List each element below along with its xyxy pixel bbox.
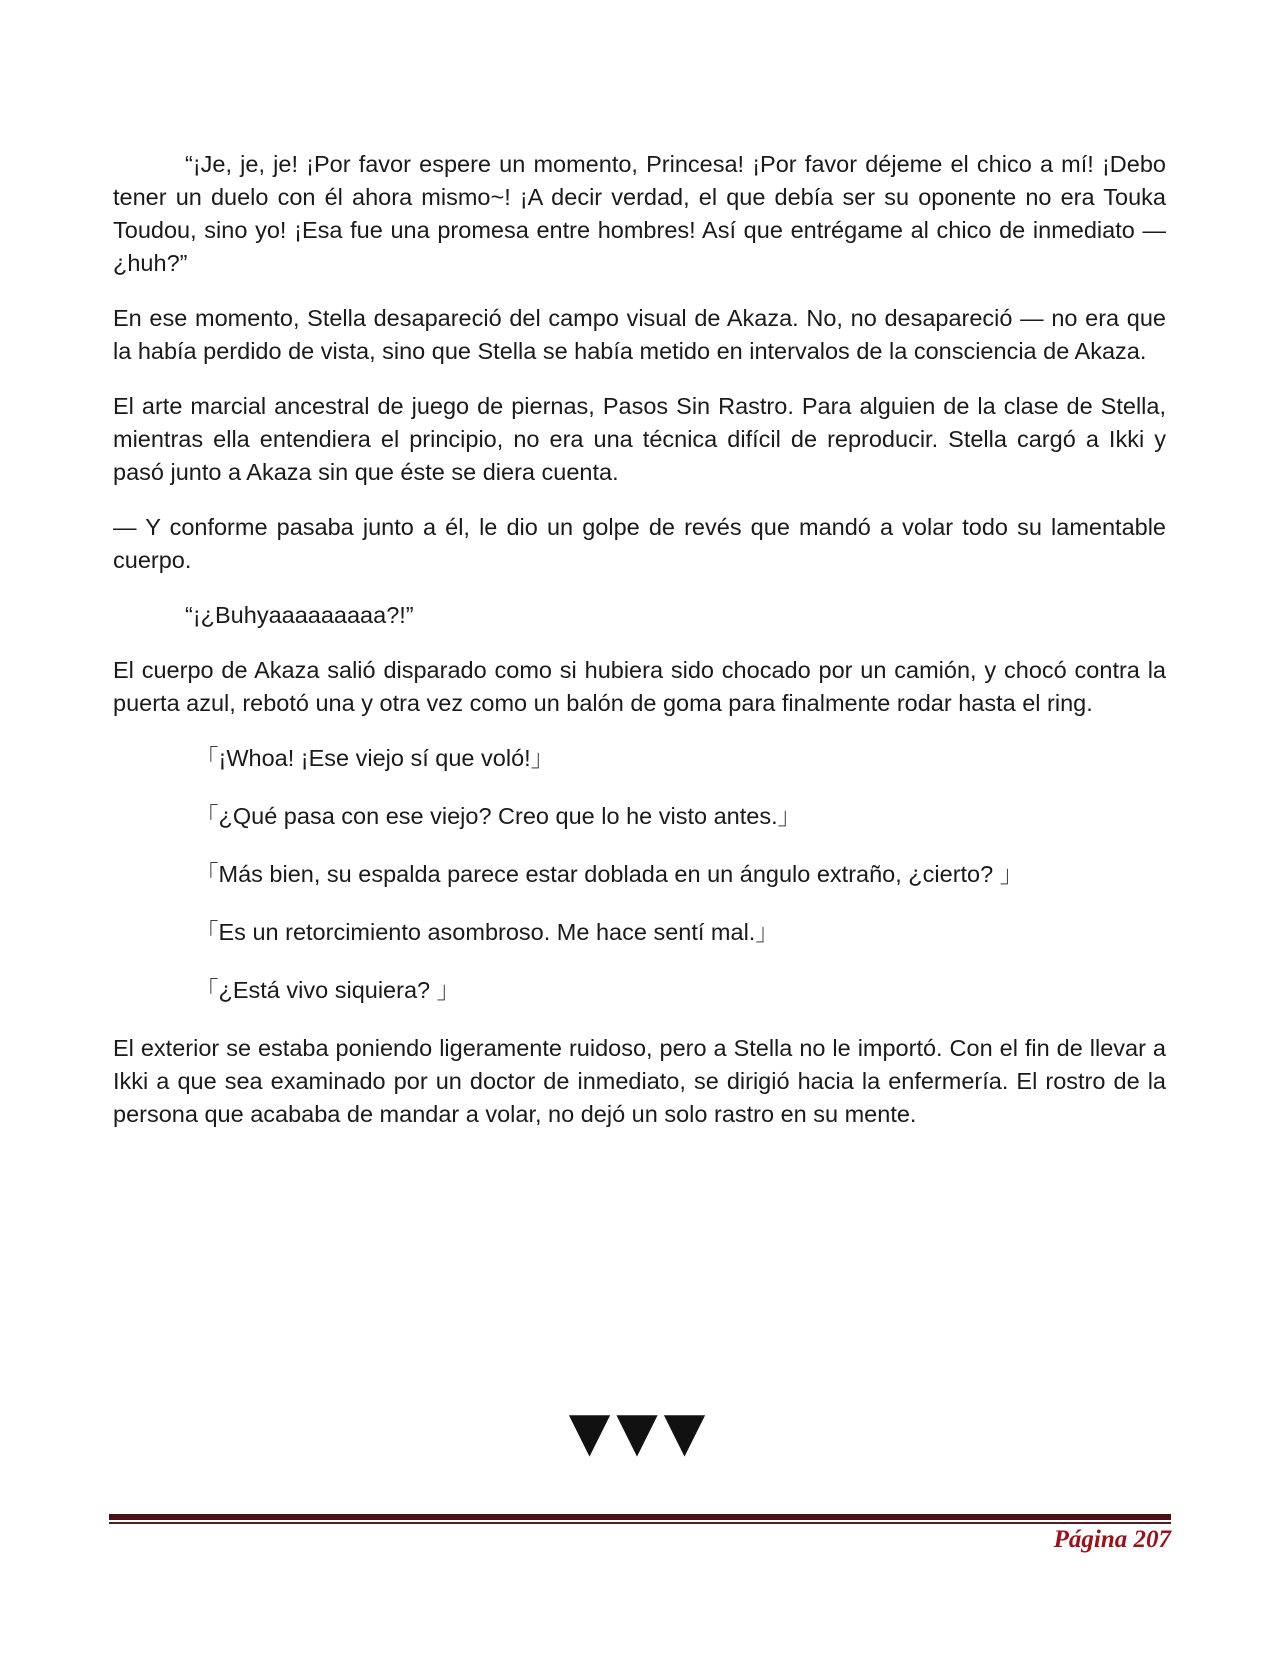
section-break-triangles: ▼▼▼ [568,1400,712,1463]
paragraph-3: El arte marcial ancestral de juego de piernas, Pasos Sin Rastro. Para alguien de la clase de Stella, mientras ella entendiera el principio, no era una técnica difícil de reproducir. Stella cargó a Ikki y pasó junto a Akaza sin que éste se diera cuenta. [113,393,1166,485]
paragraph-1: “¡Je, je, je! ¡Por favor espere un momento, Princesa! ¡Por favor déjeme el chico a mí! ¡Debo tener un duelo con él ahora mismo~! ¡A decir verdad, el que debía ser su oponente no era Touka Toudou, sino yo! ¡Esa fue una promesa entre hombres! Así que entrégame al chico de inmediato — ¿huh?” [113,151,1166,276]
page-number: Página 207 [1053,1526,1171,1553]
dialogue-line: 「¡Whoa! ¡Ese viejo sí que voló!」 [195,745,555,771]
footer-rule-thin [109,1522,1171,1524]
dialogue-line: 「¿Está vivo siquiera? 」 [195,977,461,1003]
footer-rule [109,1514,1171,1524]
paragraph-2: En ese momento, Stella desapareció del campo visual de Akaza. No, no desapareció — no era que la había perdido de vista, sino que Stella se había metido en intervalos de la consciencia de Akaza. [113,305,1166,364]
paragraph-6: El cuerpo de Akaza salió disparado como si hubiera sido chocado por un camión, y chocó contra la puerta azul, rebotó una y otra vez como un balón de goma para finalmente rodar hasta el ring. [113,657,1166,716]
page-body [113,148,1166,1153]
paragraph-5: “¡¿Buhyaaaaaaaaa?!” [185,602,414,628]
paragraph-4: — Y conforme pasaba junto a él, le dio un golpe de revés que mandó a volar todo su lamentable cuerpo. [113,514,1166,573]
dialogue-line: 「Es un retorcimiento asombroso. Me hace sentí mal.」 [195,919,779,945]
dialogue-line: 「Más bien, su espalda parece estar doblada en un ángulo extraño, ¿cierto? 」 [195,861,1024,887]
paragraph-7: El exterior se estaba poniendo ligeramente ruidoso, pero a Stella no le importó. Con el fin de llevar a Ikki a que sea examinado por un doctor de inmediato, se dirigió hacia la enfermería. El rostro de la persona que acababa de mandar a volar, no dejó un solo rastro en su mente. [113,1035,1166,1127]
dialogue-block [113,742,1166,1007]
dialogue-line: 「¿Qué pasa con ese viejo? Creo que lo he visto antes.」 [195,803,802,829]
